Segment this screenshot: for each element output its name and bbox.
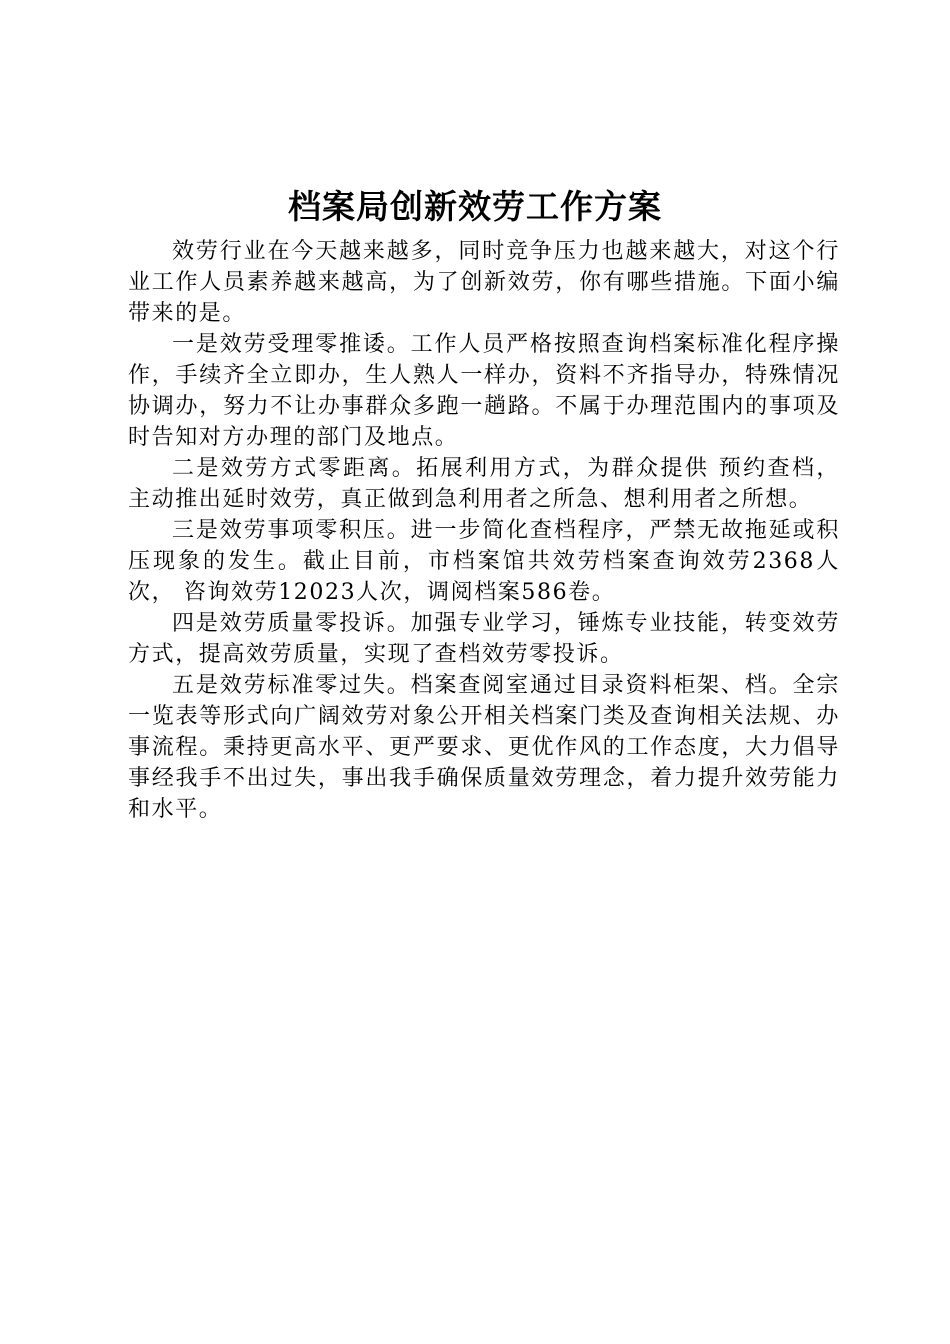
paragraph-point-1: 一是效劳受理零推诿。工作人员严格按照查询档案标准化程序操作，手续齐全立即办，生人熟人一样办，资料不齐指导办，特殊情况协调办，努力不让办事群众多跑一趟路。不属于办理范围内的事项及时告知对方办理的部门及地点。	[128, 332, 840, 450]
paragraph-intro: 效劳行业在今天越来越多，同时竞争压力也越来越大，对这个行业工作人员素养越来越高，为了创新效劳，你有哪些措施。下面小编带来的是。	[128, 239, 840, 326]
paragraph-point-4: 四是效劳质量零投诉。加强专业学习，锤炼专业技能，转变效劳方式，提高效劳质量，实现了查档效劳零投诉。	[128, 611, 840, 667]
document-title: 档案局创新效劳工作方案	[288, 187, 662, 226]
paragraph-point-2: 二是效劳方式零距离。拓展利用方式，为群众提供 预约查档，主动推出延时效劳，真正做到急利用者之所急、想利用者之所想。	[128, 456, 840, 512]
paragraph-point-3: 三是效劳事项零积压。进一步简化查档程序，严禁无故拖延或积压现象的发生。截止目前，市档案馆共效劳档案查询效劳2368人次， 咨询效劳12023人次，调阅档案586卷。	[128, 518, 840, 605]
paragraph-point-5: 五是效劳标准零过失。档案查阅室通过目录资料柜架、档。全宗一览表等形式向广阔效劳对象公开相关档案门类及查询相关法规、办事流程。秉持更高水平、更严要求、更优作风的工作态度，大力倡导事经我手不出过失，事出我手确保质量效劳理念，着力提升效劳能力和水平。	[128, 673, 840, 822]
document-body	[128, 236, 840, 825]
